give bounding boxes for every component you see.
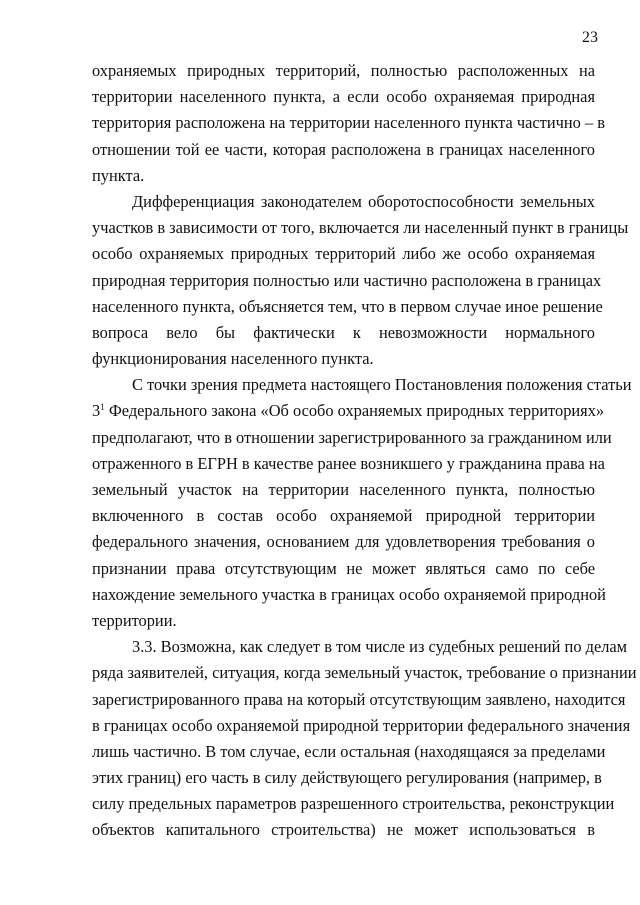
text-line: территории. [92, 610, 177, 630]
article-ref: 3 [92, 401, 101, 421]
text-line: территории населенного пункта, а если особо охраняемая природная [92, 87, 595, 107]
text-line: территория расположена на территории населенного пункта частично – в [92, 113, 605, 133]
text-line: вопроса вело бы фактически к невозможности нормального [92, 322, 595, 342]
text-line: лишь частично. В том случае, если остальная (находящаяся за пределами [92, 741, 606, 761]
text-line: отраженного в ЕГРН в качестве ранее возникшего у гражданина права на [92, 453, 605, 473]
article-ref-superscript: 1 [100, 402, 105, 413]
page-number: 23 [582, 29, 598, 46]
text-line: населенного пункта, объясняется тем, что в первом случае иное решение [92, 296, 603, 316]
text-line: в границах особо охраняемой природной территории федерального значения [92, 715, 631, 735]
text-line: охраняемых природных территорий, полностью расположенных на [92, 61, 595, 80]
paragraph-4 [92, 634, 637, 844]
paragraph-1 [92, 58, 605, 189]
document-body [92, 58, 637, 844]
text-line: пункта. [92, 165, 145, 185]
text-line: природная территория полностью или частично расположена в границах [92, 270, 602, 290]
text-line: зарегистрированного права на который отсутствующим заявлено, находится [92, 689, 626, 709]
text-line: нахождение земельного участка в границах особо охраняемой природной [92, 584, 606, 604]
text-line-with-article-ref [92, 398, 605, 424]
text-line: функционирования населенного пункта. [92, 349, 374, 369]
text-line: земельный участок на территории населенного пункта, полностью [92, 480, 595, 499]
text-line: ряда заявителей, ситуация, когда земельный участок, требование о признании [92, 663, 637, 683]
text-line: отношении той ее части, которая расположена в границах населенного [92, 139, 595, 159]
text-line: участков в зависимости от того, включается ли населенный пункт в границы [92, 218, 629, 238]
text-line: объектов капитального строительства) не может использоваться в [92, 820, 595, 840]
text-line: предполагают, что в отношении зарегистрированного за гражданином или [92, 427, 612, 447]
paragraph-3 [92, 372, 632, 634]
text-line: признании права отсутствующим не может являться само по себе [92, 558, 595, 578]
text-line: С точки зрения предмета настоящего Постановления положения статьи [132, 375, 632, 395]
paragraph-2 [92, 189, 629, 372]
text-line: 3.3. Возможна, как следует в том числе из судебных решений по делам [132, 637, 628, 657]
text-line: Федерального закона «Об особо охраняемых природных территориях» [108, 401, 605, 421]
text-line: этих границ) его часть в силу действующего регулирования (например, в [92, 768, 602, 788]
text-line: Дифференциация законодателем оборотоспособности земельных [132, 191, 595, 211]
text-line: включенного в состав особо охраняемой природной территории [92, 506, 595, 526]
text-line: силу предельных параметров разрешенного строительства, реконструкции [92, 794, 615, 814]
text-line: федерального значения, основанием для удовлетворения требования о [92, 532, 595, 552]
text-line: особо охраняемых природных территорий либо же особо охраняемая [92, 244, 595, 264]
